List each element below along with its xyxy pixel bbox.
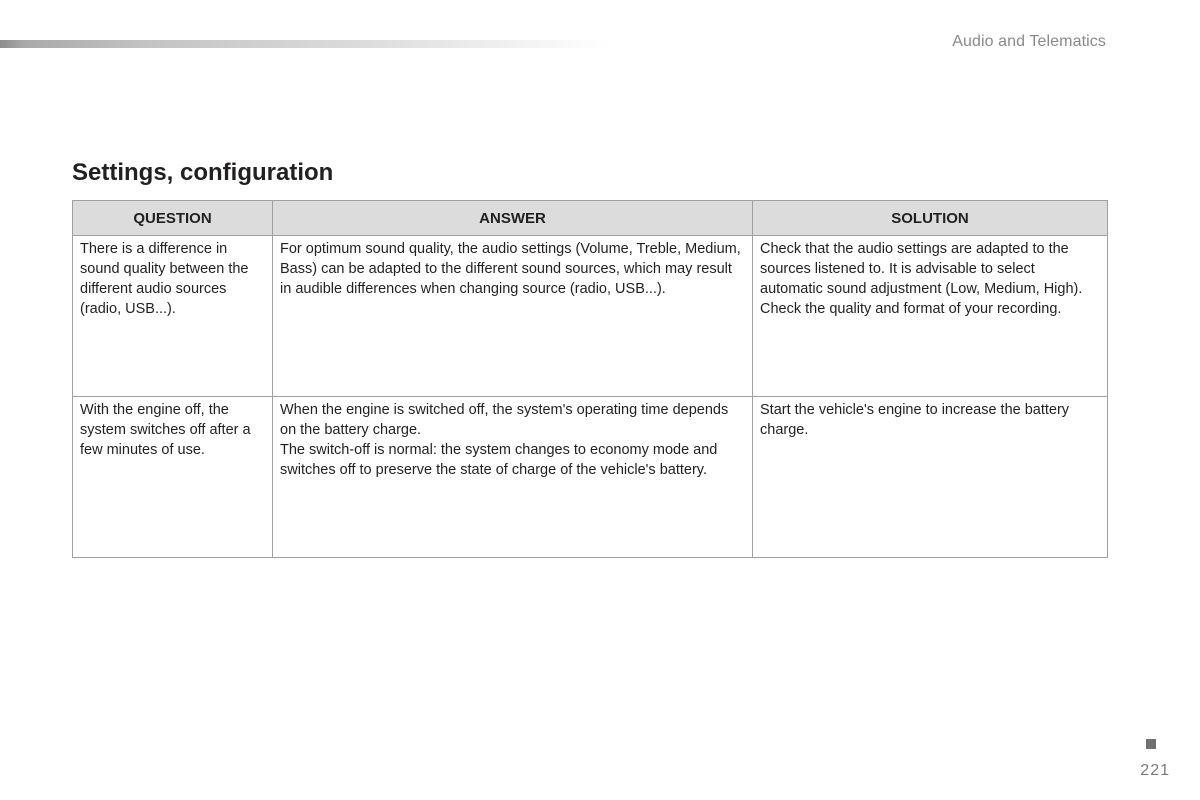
answer-paragraph: When the engine is switched off, the system's operating time depends on the battery charge. <box>280 402 729 438</box>
header-gradient-bar <box>0 40 610 48</box>
page-corner-marker <box>1146 739 1156 749</box>
answer-cell: For optimum sound quality, the audio settings (Volume, Treble, Medium, Bass) can be adapted to the different sound sources, which may result in audible differences when changing source (radio, USB...). <box>273 236 753 397</box>
answer-cell <box>273 397 753 558</box>
page-title: Settings, configuration <box>72 159 334 186</box>
faq-table <box>72 200 1108 558</box>
answer-paragraph: The switch-off is normal: the system changes to economy mode and switches off to preserve the state of charge of the vehicle's battery. <box>280 442 718 478</box>
column-header-question: QUESTION <box>73 201 273 236</box>
solution-paragraph: Check that the audio settings are adapted to the sources listened to. It is advisable to select automatic sound adjustment (Low, Medium, High). <box>760 241 1083 297</box>
section-label: Audio and Telematics <box>952 33 1106 50</box>
column-header-solution: SOLUTION <box>753 201 1108 236</box>
table-header-row <box>73 201 1108 236</box>
page-number: 221 <box>1140 762 1170 779</box>
solution-cell <box>753 236 1108 397</box>
table-row <box>73 397 1108 558</box>
solution-paragraph: Check the quality and format of your recording. <box>760 301 1062 317</box>
table-row <box>73 236 1108 397</box>
column-header-answer: ANSWER <box>273 201 753 236</box>
question-cell: With the engine off, the system switches off after a few minutes of use. <box>73 397 273 558</box>
question-cell: There is a difference in sound quality between the different audio sources (radio, USB...). <box>73 236 273 397</box>
solution-cell: Start the vehicle's engine to increase the battery charge. <box>753 397 1108 558</box>
